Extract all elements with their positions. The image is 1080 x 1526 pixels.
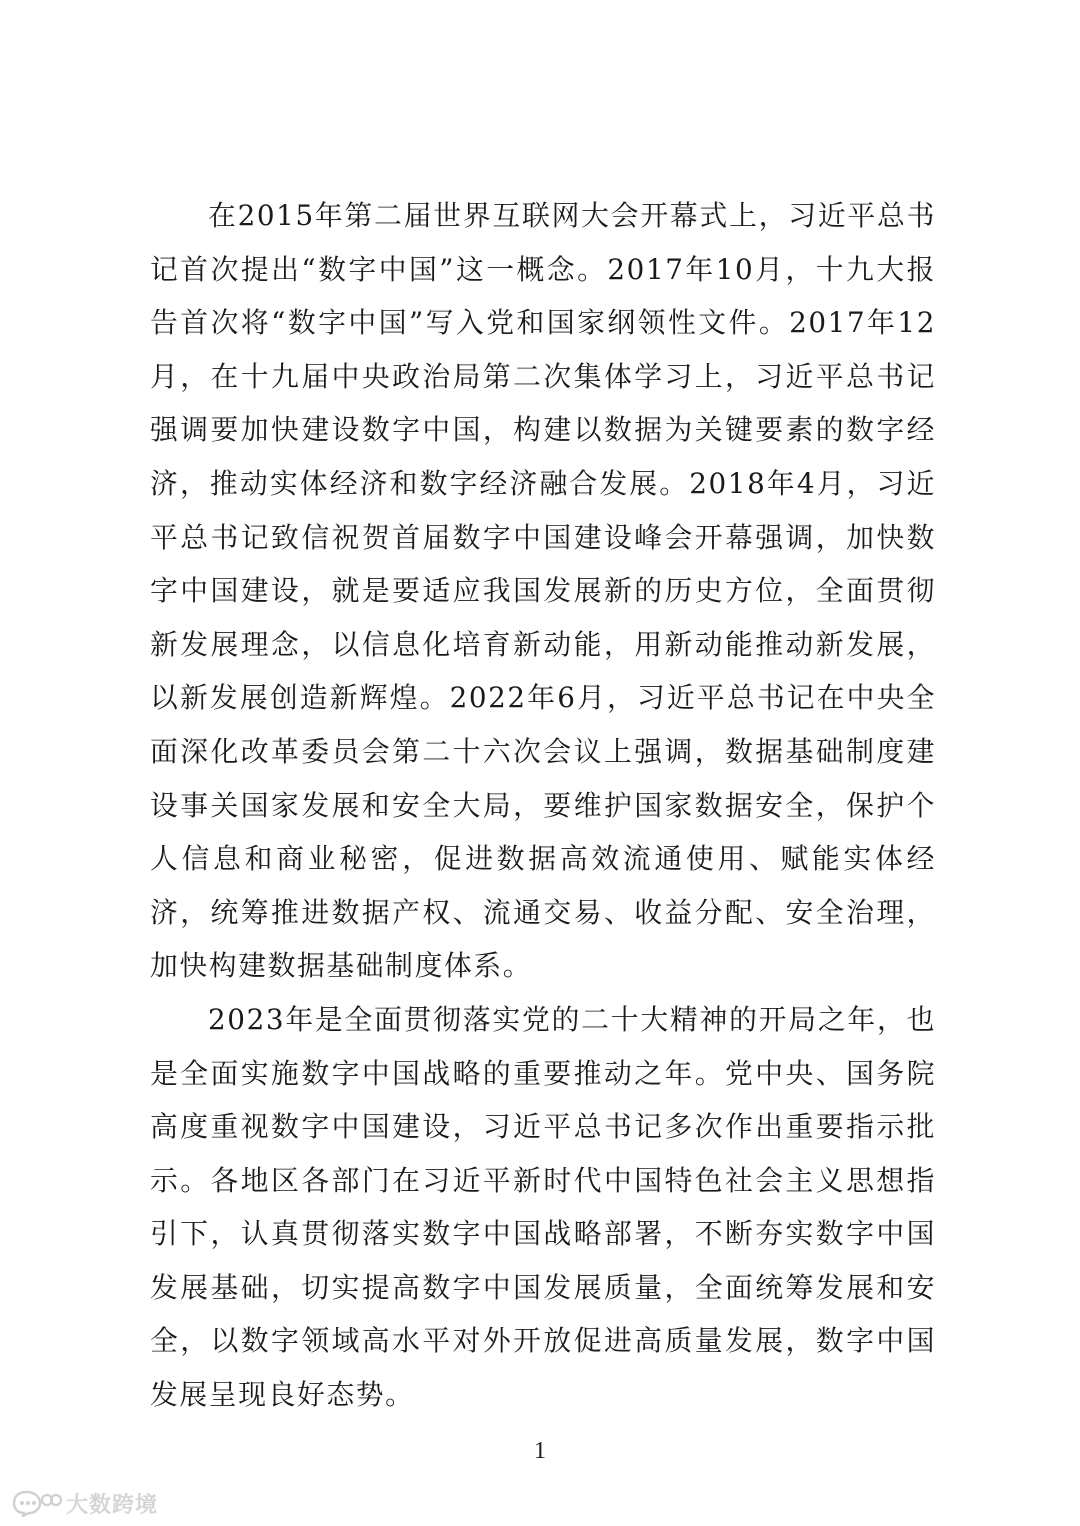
page-number: 1: [534, 1438, 546, 1464]
paragraph-1: 在2015年第二届世界互联网大会开幕式上，习近平总书记首次提出“数字中国”这一概念。2017年10月，十九大报告首次将“数字中国”写入党和国家纲领性文件。2017年12月，在十九届中央政治局第二次集体学习上，习近平总书记强调要加快建设数字中国，构建以数据为关键要素的数字经济，推动实体经济和数字经济融合发展。2018年4月，习近平总书记致信祝贺首届数字中国建设峰会开幕强调，加快数字中国建设，就是要适应我国发展新的历史方位，全面贯彻新发展理念，以信息化培育新动能，用新动能推动新发展，以新发展创造新辉煌。2022年6月，习近平总书记在中央全面深化改革委员会第二十六次会议上强调，数据基础制度建设事关国家发展和安全大局，要维护国家数据安全，保护个人信息和商业秘密，促进数据高效流通使用、赋能实体经济，统筹推进数据产权、流通交易、收益分配、安全治理，加快构建数据基础制度体系。: [150, 199, 936, 983]
watermark: [12, 1488, 158, 1518]
watermark-text: 大数跨境: [66, 1492, 159, 1518]
chat-bubble-logo-icon: [12, 1489, 62, 1517]
body-text: [150, 189, 936, 1422]
paragraph-2: 2023年是全面贯彻落实党的二十大精神的开局之年，也是全面实施数字中国战略的重要推动之年。党中央、国务院高度重视数字中国建设，习近平总书记多次作出重要指示批示。各地区各部门在习近平新时代中国特色社会主义思想指引下，认真贯彻落实数字中国战略部署，不断夯实数字中国发展基础，切实提高数字中国发展质量，全面统筹发展和安全，以数字领域高水平对外开放促进高质量发展，数字中国发展呈现良好态势。: [150, 1002, 936, 1412]
